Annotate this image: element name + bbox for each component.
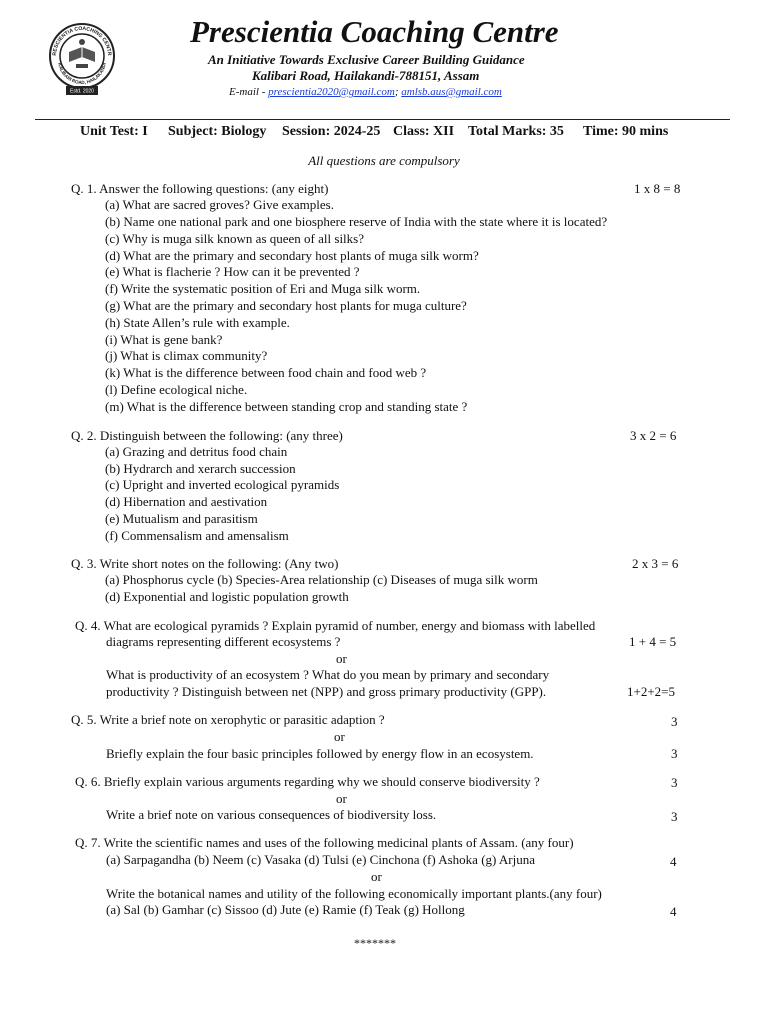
q2-marks: 3 x 2 = 6 [630,428,677,443]
svg-text:KALIBARI ROAD, HAILAKANDI: KALIBARI ROAD, HAILAKANDI [57,62,107,86]
q2-item: (a) Grazing and detritus food chain [105,444,288,459]
q7-line-4: (a) Sal (b) Gamhar (c) Sissoo (d) Jute (e) Ramie (f) Teak (g) Hollong [106,902,465,917]
q7-marks-1: 4 [670,854,677,869]
q1-item: (j) What is climax community? [105,348,268,363]
email-link-1[interactable]: prescientia2020@gmail.com [268,86,395,98]
q4-line-2: diagrams representing different ecosystems ? [106,634,341,649]
q6-marks-2: 3 [671,809,678,824]
q1-item: (m) What is the difference between standing crop and standing state ? [105,399,468,414]
q2-item: (e) Mutualism and parasitism [105,511,258,526]
q1-item: (d) What are the primary and secondary host plants of muga silk worm? [105,248,479,263]
q5-marks-2: 3 [671,746,678,761]
q1-item: (f) Write the systematic position of Eri and Muga silk worm. [105,281,421,296]
total-marks-label: Total Marks: 35 [468,124,564,139]
q1-item: (c) Why is muga silk known as queen of all silks? [105,231,364,246]
q4-marks-2: 1+2+2=5 [627,684,675,699]
q2-title: Q. 2. Distinguish between the following: (any three) [71,428,343,443]
q1-item: (a) What are sacred groves? Give examples. [105,197,334,212]
end-of-paper-marker: ******* [354,936,396,950]
q3-item: (a) Phosphorus cycle (b) Species-Area relationship (c) Diseases of muga silk worm [105,572,538,587]
q7-line-2: (a) Sarpagandha (b) Neem (c) Vasaka (d) Tulsi (e) Cinchona (f) Ashoka (g) Arjuna [106,852,535,867]
q1-title: Q. 1. Answer the following questions: (any eight) [71,181,329,196]
email-separator: ; [394,86,402,98]
q3-title: Q. 3. Write short notes on the following: (Any two) [71,556,339,571]
q1-item: (b) Name one national park and one biosphere reserve of India with the state where it is located? [105,214,608,229]
class-label: Class: XII [393,124,455,139]
q7-or: or [371,869,382,884]
instruction: All questions are compulsory [308,153,460,168]
q4-line-4: productivity ? Distinguish between net (NPP) and gross primary productivity (GPP). [106,684,547,699]
email-line [229,86,502,98]
coaching-centre-logo [47,22,117,98]
unit-test-label: Unit Test: I [80,124,148,139]
centre-title: Prescientia Coaching Centre [190,14,559,49]
q5-or: or [334,729,345,744]
q4-marks-1: 1 + 4 = 5 [629,634,677,649]
q1-item: (h) State Allen’s rule with example. [105,315,290,330]
q5-line-2: Briefly explain the four basic principles followed by energy flow in an ecosystem. [106,746,534,761]
header-divider [35,119,730,120]
q4-line-1: Q. 4. What are ecological pyramids ? Explain pyramid of number, energy and biomass with labelled [75,618,596,633]
q2-item: (b) Hydrarch and xerarch succession [105,461,296,476]
address: Kalibari Road, Hailakandi-788151, Assam [252,68,480,83]
q7-line-3: Write the botanical names and utility of the following economically important plants.(any four) [106,886,602,901]
q7-line-1: Q. 7. Write the scientific names and uses of the following medicinal plants of Assam. (any four) [75,835,574,850]
q5-line-1: Q. 5. Write a brief note on xerophytic or parasitic adaption ? [71,712,385,727]
q1-item: (k) What is the difference between food chain and food web ? [105,365,427,380]
q5-marks-1: 3 [671,714,678,729]
email-link-2[interactable]: amlsb.aus@gmail.com [401,86,502,98]
q1-item: (e) What is flacherie ? How can it be prevented ? [105,264,360,279]
q1-item: (i) What is gene bank? [105,332,223,347]
q1-item: (l) Define ecological niche. [105,382,248,397]
q3-item: (d) Exponential and logistic population growth [105,589,349,604]
q1-item: (g) What are the primary and secondary host plants for muga culture? [105,298,467,313]
email-label: E-mail - [229,86,269,98]
q6-marks-1: 3 [671,775,678,790]
svg-text:PRESCIENTIA COACHING CENTRE: RESCIENTIA COACHING CENTR [51,25,113,56]
q6-line-2: Write a brief note on various consequences of biodiversity loss. [106,807,437,822]
q6-line-1: Q. 6. Briefly explain various arguments regarding why we should conserve biodiversity ? [75,774,540,789]
session-label: Session: 2024-25 [282,124,381,139]
subject-label: Subject: Biology [168,124,267,139]
q2-item: (d) Hibernation and aestivation [105,494,268,509]
q2-item: (f) Commensalism and amensalism [105,528,289,543]
q1-marks: 1 x 8 = 8 [634,181,681,196]
q4-or: or [336,651,347,666]
svg-text:Estd. 2020: Estd. 2020 [70,88,94,95]
time-label: Time: 90 mins [583,124,669,139]
q7-marks-2: 4 [670,904,677,919]
q2-item: (c) Upright and inverted ecological pyramids [105,477,340,492]
q4-line-3: What is productivity of an ecosystem ? What do you mean by primary and secondary [106,667,550,682]
tagline: An Initiative Towards Exclusive Career Building Guidance [208,52,525,67]
q6-or: or [336,791,347,806]
q3-marks: 2 x 3 = 6 [632,556,679,571]
